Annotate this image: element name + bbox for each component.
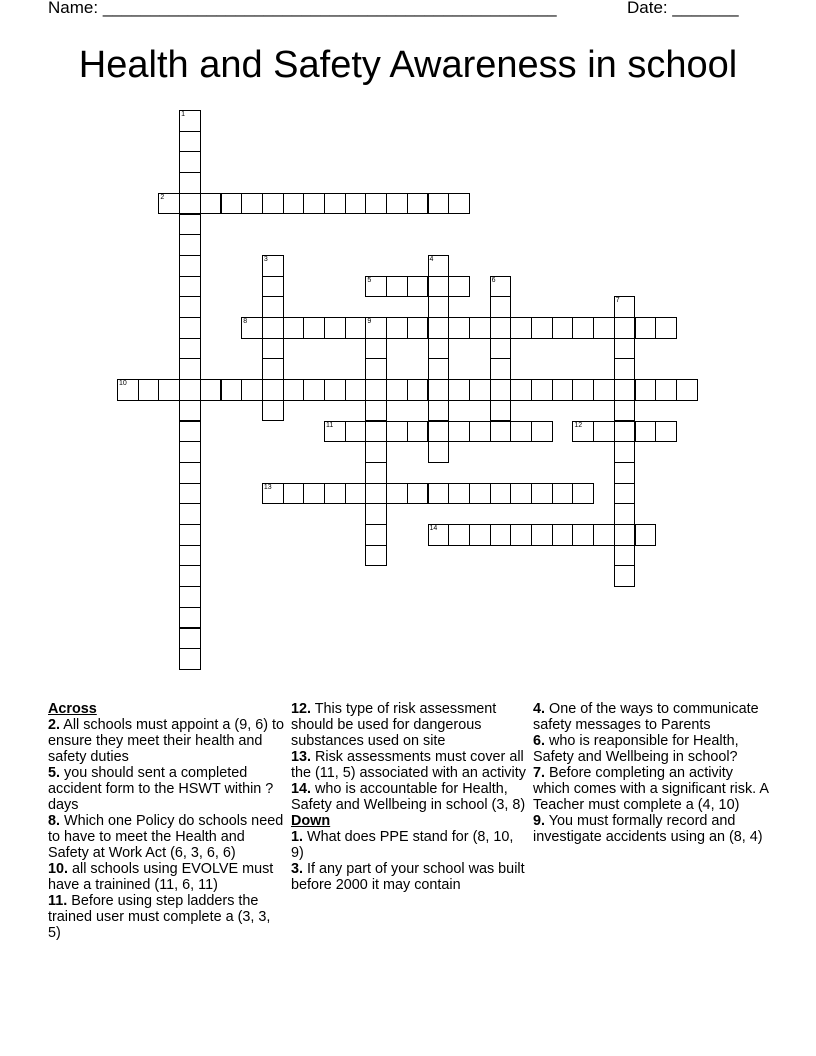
- cell-number: 4: [429, 255, 434, 263]
- grid-cell[interactable]: [614, 317, 636, 339]
- grid-cell[interactable]: [262, 483, 284, 505]
- grid-cell[interactable]: [428, 483, 450, 505]
- grid-cell[interactable]: [655, 379, 677, 401]
- clue-across-12: 12. This type of risk assessment should be used for dangerous substances used on site: [291, 701, 497, 749]
- grid-cell[interactable]: [262, 317, 284, 339]
- grid-cell[interactable]: [386, 483, 408, 505]
- grid-cell[interactable]: [221, 379, 243, 401]
- grid-cell[interactable]: [614, 462, 636, 484]
- grid-cell[interactable]: [324, 421, 346, 443]
- grid-cell[interactable]: [614, 524, 636, 546]
- grid-cell[interactable]: [407, 483, 429, 505]
- clues-column-2: [291, 701, 527, 893]
- grid-cell[interactable]: [531, 421, 553, 443]
- grid-cell[interactable]: [572, 483, 594, 505]
- down-heading: Down: [291, 813, 331, 829]
- grid-cell[interactable]: [345, 193, 367, 215]
- grid-cell[interactable]: [386, 379, 408, 401]
- grid-cell[interactable]: [552, 483, 574, 505]
- grid-cell[interactable]: [531, 379, 553, 401]
- grid-cell[interactable]: [303, 193, 325, 215]
- cell-number: 13: [263, 483, 272, 491]
- clue-down-1: 1. What does PPE stand for (8, 10, 9): [291, 829, 514, 861]
- clue-down-6: 6. who is reaponsible for Health, Safety and Wellbeing in school?: [533, 733, 739, 765]
- grid-cell[interactable]: [324, 483, 346, 505]
- grid-cell[interactable]: [200, 379, 222, 401]
- grid-cell[interactable]: [200, 193, 222, 215]
- grid-cell[interactable]: [365, 545, 387, 567]
- grid-cell[interactable]: [179, 483, 201, 505]
- grid-cell[interactable]: [241, 317, 263, 339]
- grid-cell[interactable]: [469, 317, 491, 339]
- grid-cell[interactable]: [138, 379, 160, 401]
- grid-cell[interactable]: [614, 565, 636, 587]
- grid-cell[interactable]: [448, 379, 470, 401]
- grid-cell[interactable]: [614, 483, 636, 505]
- grid-cell[interactable]: [655, 317, 677, 339]
- grid-cell[interactable]: [345, 317, 367, 339]
- grid-cell[interactable]: [490, 338, 512, 360]
- grid-cell[interactable]: [448, 421, 470, 443]
- grid-cell[interactable]: [303, 379, 325, 401]
- cell-number: 6: [491, 276, 496, 284]
- grid-cell[interactable]: [345, 379, 367, 401]
- grid-cell[interactable]: [510, 317, 532, 339]
- cell-number: 2: [160, 193, 165, 201]
- cell-number: 12: [574, 421, 583, 429]
- grid-cell[interactable]: [179, 607, 201, 629]
- clue-across-5: 5. you should sent a completed accident form to the HSWT within ? days: [48, 765, 274, 813]
- grid-cell[interactable]: [345, 421, 367, 443]
- grid-cell[interactable]: [552, 379, 574, 401]
- clue-across-2: 2. All schools must appoint a (9, 6) to ensure they meet their health and safety duties: [48, 717, 284, 765]
- grid-cell[interactable]: [407, 421, 429, 443]
- date-label: Date:: [627, 0, 668, 17]
- grid-cell[interactable]: [365, 193, 387, 215]
- grid-cell[interactable]: [179, 296, 201, 318]
- grid-cell[interactable]: [179, 358, 201, 380]
- grid-cell[interactable]: [490, 421, 512, 443]
- grid-cell[interactable]: [593, 317, 615, 339]
- grid-cell[interactable]: [448, 317, 470, 339]
- grid-cell[interactable]: [179, 317, 201, 339]
- grid-cell[interactable]: [490, 483, 512, 505]
- grid-cell[interactable]: [448, 276, 470, 298]
- grid-cell[interactable]: [490, 524, 512, 546]
- grid-cell[interactable]: [428, 193, 450, 215]
- grid-cell[interactable]: [490, 379, 512, 401]
- clues-column-1: [48, 701, 284, 941]
- grid-cell[interactable]: [179, 172, 201, 194]
- grid-cell[interactable]: [179, 276, 201, 298]
- grid-cell[interactable]: [179, 648, 201, 670]
- grid-cell[interactable]: [262, 193, 284, 215]
- clue-across-14: 14. who is accountable for Health, Safety and Wellbeing in school (3, 8): [291, 781, 526, 813]
- grid-cell[interactable]: [179, 131, 201, 153]
- grid-cell[interactable]: [179, 379, 201, 401]
- grid-cell[interactable]: [428, 296, 450, 318]
- name-line: ________________________________________________: [102, 0, 557, 17]
- grid-cell[interactable]: [448, 483, 470, 505]
- grid-cell[interactable]: [593, 524, 615, 546]
- grid-cell[interactable]: [365, 441, 387, 463]
- grid-cell[interactable]: [407, 276, 429, 298]
- grid-cell[interactable]: [324, 379, 346, 401]
- grid-cell[interactable]: [365, 317, 387, 339]
- grid-cell[interactable]: [531, 483, 553, 505]
- grid-cell[interactable]: [345, 483, 367, 505]
- grid-cell[interactable]: [179, 462, 201, 484]
- grid-cell[interactable]: [428, 338, 450, 360]
- grid-cell[interactable]: [179, 628, 201, 650]
- grid-cell[interactable]: [179, 586, 201, 608]
- grid-cell[interactable]: [365, 462, 387, 484]
- clue-down-9: 9. You must formally record and investigate accidents using an (8, 4): [533, 813, 763, 845]
- cell-number: 11: [326, 421, 334, 429]
- grid-cell[interactable]: [241, 379, 263, 401]
- grid-cell[interactable]: [179, 110, 201, 132]
- date-line: _______: [672, 0, 739, 17]
- grid-cell[interactable]: [365, 503, 387, 525]
- grid-cell[interactable]: [158, 193, 180, 215]
- grid-cell[interactable]: [241, 193, 263, 215]
- grid-cell[interactable]: [614, 338, 636, 360]
- grid-cell[interactable]: [614, 296, 636, 318]
- clue-across-8: 8. Which one Policy do schools need to have to meet the Health and Safety at Work Act (6, 3, 6, 6): [48, 813, 284, 861]
- grid-cell[interactable]: [572, 524, 594, 546]
- cell-number: 9: [367, 318, 372, 325]
- grid-cell[interactable]: [324, 193, 346, 215]
- name-label: Name:: [48, 0, 99, 17]
- grid-cell[interactable]: [365, 421, 387, 443]
- grid-cell[interactable]: [552, 317, 574, 339]
- clue-across-13: 13. Risk assessments must cover all the (11, 5) associated with an activity: [291, 749, 526, 781]
- grid-cell[interactable]: [635, 379, 657, 401]
- grid-cell[interactable]: [428, 421, 450, 443]
- grid-cell[interactable]: [365, 358, 387, 380]
- grid-cell[interactable]: [490, 317, 512, 339]
- across-heading: Across: [48, 701, 97, 717]
- cell-number: 3: [263, 255, 268, 263]
- grid-cell[interactable]: [283, 193, 305, 215]
- grid-cell[interactable]: [614, 358, 636, 380]
- grid-cell[interactable]: [490, 276, 512, 298]
- grid-cell[interactable]: [572, 379, 594, 401]
- grid-cell[interactable]: [262, 255, 284, 277]
- grid-cell[interactable]: [428, 524, 450, 546]
- grid-cell[interactable]: [428, 358, 450, 380]
- grid-cell[interactable]: [635, 421, 657, 443]
- grid-cell[interactable]: [179, 545, 201, 567]
- grid-cell[interactable]: [179, 255, 201, 277]
- grid-cell[interactable]: [510, 379, 532, 401]
- grid-cell[interactable]: [365, 338, 387, 360]
- grid-cell[interactable]: [407, 317, 429, 339]
- grid-cell[interactable]: [428, 317, 450, 339]
- grid-cell[interactable]: [614, 379, 636, 401]
- grid-cell[interactable]: [635, 524, 657, 546]
- grid-cell[interactable]: [614, 421, 636, 443]
- grid-cell[interactable]: [179, 524, 201, 546]
- grid-cell[interactable]: [179, 234, 201, 256]
- grid-cell[interactable]: [262, 296, 284, 318]
- grid-cell[interactable]: [179, 565, 201, 587]
- cell-number: 10: [119, 380, 127, 388]
- clue-down-7: 7. Before completing an activity which comes with a significant risk. A Teacher must complete a (4, 10): [533, 765, 769, 813]
- page-title: Health and Safety Awareness in school: [78, 44, 738, 86]
- grid-cell[interactable]: [614, 545, 636, 567]
- grid-cell[interactable]: [531, 317, 553, 339]
- grid-cell[interactable]: [428, 379, 450, 401]
- grid-cell[interactable]: [303, 317, 325, 339]
- clue-down-4: 4. One of the ways to communicate safety messages to Parents: [533, 701, 759, 733]
- grid-cell[interactable]: [303, 483, 325, 505]
- grid-cell[interactable]: [179, 421, 201, 443]
- grid-cell[interactable]: [428, 255, 450, 277]
- grid-cell[interactable]: [283, 483, 305, 505]
- grid-cell[interactable]: [469, 379, 491, 401]
- grid-cell[interactable]: [552, 524, 574, 546]
- grid-cell[interactable]: [386, 421, 408, 443]
- grid-cell[interactable]: [469, 421, 491, 443]
- grid-cell[interactable]: [221, 193, 243, 215]
- grid-cell[interactable]: [428, 400, 450, 422]
- grid-cell[interactable]: [407, 379, 429, 401]
- grid-cell[interactable]: [386, 276, 408, 298]
- cell-number: 8: [243, 318, 248, 325]
- grid-cell[interactable]: [448, 524, 470, 546]
- grid-cell[interactable]: [262, 358, 284, 380]
- clue-across-11: 11. Before using step ladders the trained user must complete a (3, 3, 5): [48, 893, 271, 941]
- grid-cell[interactable]: [469, 524, 491, 546]
- grid-cell[interactable]: [635, 317, 657, 339]
- cell-number: 14: [429, 525, 438, 532]
- grid-cell[interactable]: [283, 379, 305, 401]
- grid-cell[interactable]: [593, 421, 615, 443]
- grid-cell[interactable]: [386, 317, 408, 339]
- grid-cell[interactable]: [179, 193, 201, 215]
- grid-cell[interactable]: [510, 524, 532, 546]
- grid-cell[interactable]: [365, 276, 387, 298]
- clue-down-3: 3. If any part of your school was built before 2000 it may contain: [291, 861, 525, 893]
- grid-cell[interactable]: [179, 441, 201, 463]
- grid-cell[interactable]: [262, 276, 284, 298]
- grid-cell[interactable]: [490, 296, 512, 318]
- clue-across-10: 10. all schools using EVOLVE must have a trainined (11, 6, 11): [48, 861, 274, 893]
- grid-cell[interactable]: [117, 379, 139, 401]
- grid-cell[interactable]: [262, 379, 284, 401]
- grid-cell[interactable]: [676, 379, 698, 401]
- grid-cell[interactable]: [614, 441, 636, 463]
- grid-cell[interactable]: [428, 441, 450, 463]
- grid-cell[interactable]: [179, 503, 201, 525]
- grid-cell[interactable]: [510, 483, 532, 505]
- grid-cell[interactable]: [490, 400, 512, 422]
- grid-cell[interactable]: [158, 379, 180, 401]
- grid-cell[interactable]: [572, 421, 594, 443]
- grid-cell[interactable]: [448, 193, 470, 215]
- clues-column-3: [533, 701, 769, 845]
- cell-number: 7: [615, 297, 620, 305]
- grid-cell[interactable]: [262, 338, 284, 360]
- grid-cell[interactable]: [614, 400, 636, 422]
- grid-cell[interactable]: [469, 483, 491, 505]
- grid-cell[interactable]: [614, 503, 636, 525]
- cell-number: 5: [367, 276, 372, 284]
- grid-cell[interactable]: [655, 421, 677, 443]
- grid-cell[interactable]: [365, 483, 387, 505]
- grid-cell[interactable]: [365, 400, 387, 422]
- grid-cell[interactable]: [365, 524, 387, 546]
- grid-cell[interactable]: [179, 400, 201, 422]
- grid-cell[interactable]: [572, 317, 594, 339]
- grid-cell[interactable]: [283, 317, 305, 339]
- grid-cell[interactable]: [365, 379, 387, 401]
- grid-cell[interactable]: [490, 358, 512, 380]
- grid-cell[interactable]: [407, 193, 429, 215]
- grid-cell[interactable]: [179, 151, 201, 173]
- grid-cell[interactable]: [386, 193, 408, 215]
- grid-cell[interactable]: [179, 338, 201, 360]
- cell-number: 1: [181, 111, 185, 118]
- grid-cell[interactable]: [510, 421, 532, 443]
- grid-cell[interactable]: [324, 317, 346, 339]
- grid-cell[interactable]: [428, 276, 450, 298]
- grid-cell[interactable]: [531, 524, 553, 546]
- grid-cell[interactable]: [262, 400, 284, 422]
- grid-cell[interactable]: [593, 379, 615, 401]
- grid-cell[interactable]: [179, 214, 201, 236]
